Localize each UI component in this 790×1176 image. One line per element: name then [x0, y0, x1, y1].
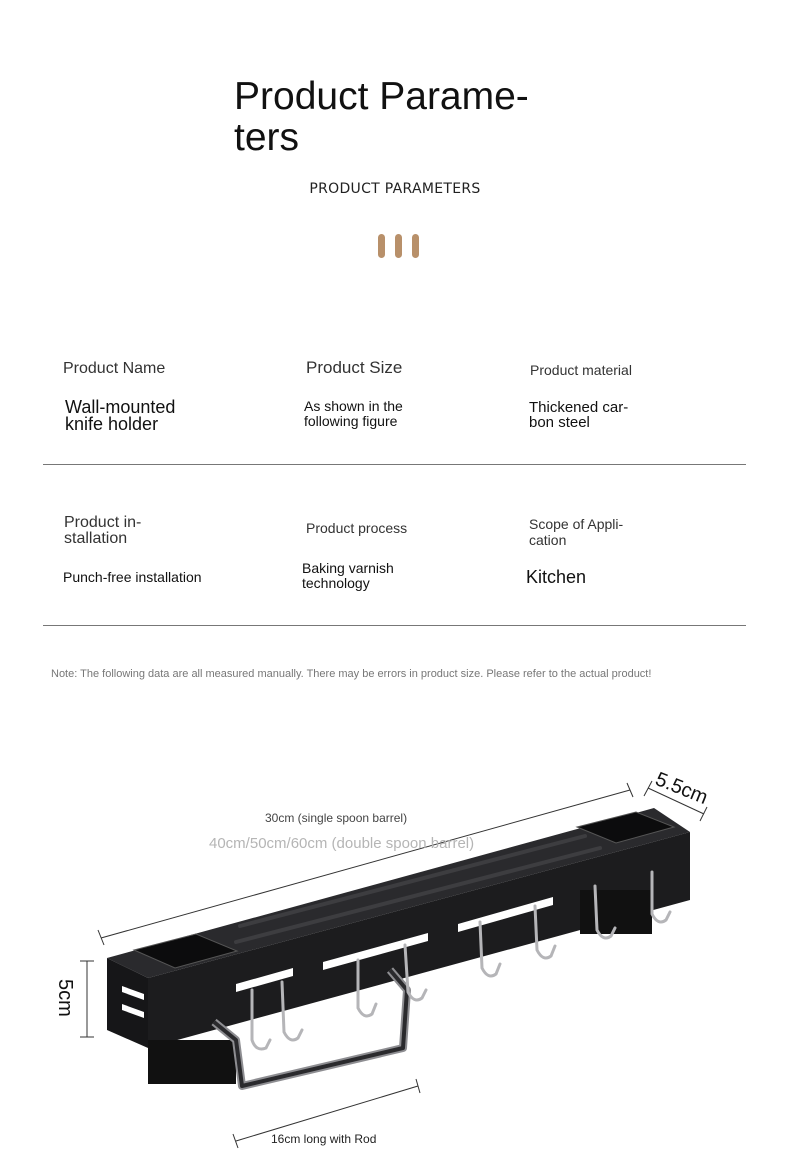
label-line: Scope of Appli-: [529, 516, 624, 532]
value-line: Wall-mounted: [65, 397, 176, 417]
decorative-bars: [378, 234, 419, 258]
depth-label: 5.5cm: [652, 768, 711, 810]
value-line: As shown in the: [304, 398, 403, 414]
value-line: knife holder: [65, 414, 159, 434]
param-label-product-installation: [64, 515, 141, 547]
barrel-bottom-left: [148, 1040, 236, 1084]
value-line: following figure: [304, 413, 398, 429]
param-label-product-size: Product Size: [306, 358, 403, 377]
length-label-single: 30cm (single spoon barrel): [265, 811, 408, 825]
rod-label: 16cm long with Rod: [271, 1132, 377, 1146]
param-value-product-material: [529, 400, 628, 430]
product-dimension-diagram: [0, 740, 790, 1176]
param-value-scope-of-application: Kitchen: [526, 567, 587, 587]
value-line: Baking varnish: [302, 560, 394, 576]
param-label-product-process: Product process: [306, 520, 408, 536]
decor-bar: [412, 234, 419, 258]
value-line: Thickened car-: [529, 399, 629, 416]
param-value-product-process: [302, 561, 394, 591]
height-label: 5cm: [54, 979, 76, 1017]
value-line: bon steel: [529, 414, 590, 431]
param-value-product-name: [65, 399, 175, 433]
param-value-product-size: [304, 399, 403, 429]
measurement-note: Note: The following data are all measured manually. There may be errors in product size. Please refer to the actual product!: [51, 668, 652, 680]
label-line: stallation: [64, 530, 128, 547]
page-subtitle: PRODUCT PARAMETERS: [309, 181, 481, 197]
label-line: cation: [529, 532, 567, 548]
param-value-product-installation: Punch-free installation: [63, 569, 202, 585]
decor-bar: [378, 234, 385, 258]
length-label-double: 40cm/50cm/60cm (double spoon barrel): [209, 835, 475, 852]
divider: [43, 464, 746, 465]
param-label-product-material: Product material: [530, 362, 632, 378]
title-line-2: ters: [234, 116, 300, 159]
label-line: Product in-: [64, 514, 142, 531]
divider: [43, 625, 746, 626]
param-label-scope-of-application: [529, 516, 623, 548]
param-label-product-name: Product Name: [63, 360, 166, 377]
page-title: [234, 76, 574, 158]
title-line-1: Product Parame-: [234, 75, 529, 118]
value-line: technology: [302, 575, 370, 591]
decor-bar: [395, 234, 402, 258]
